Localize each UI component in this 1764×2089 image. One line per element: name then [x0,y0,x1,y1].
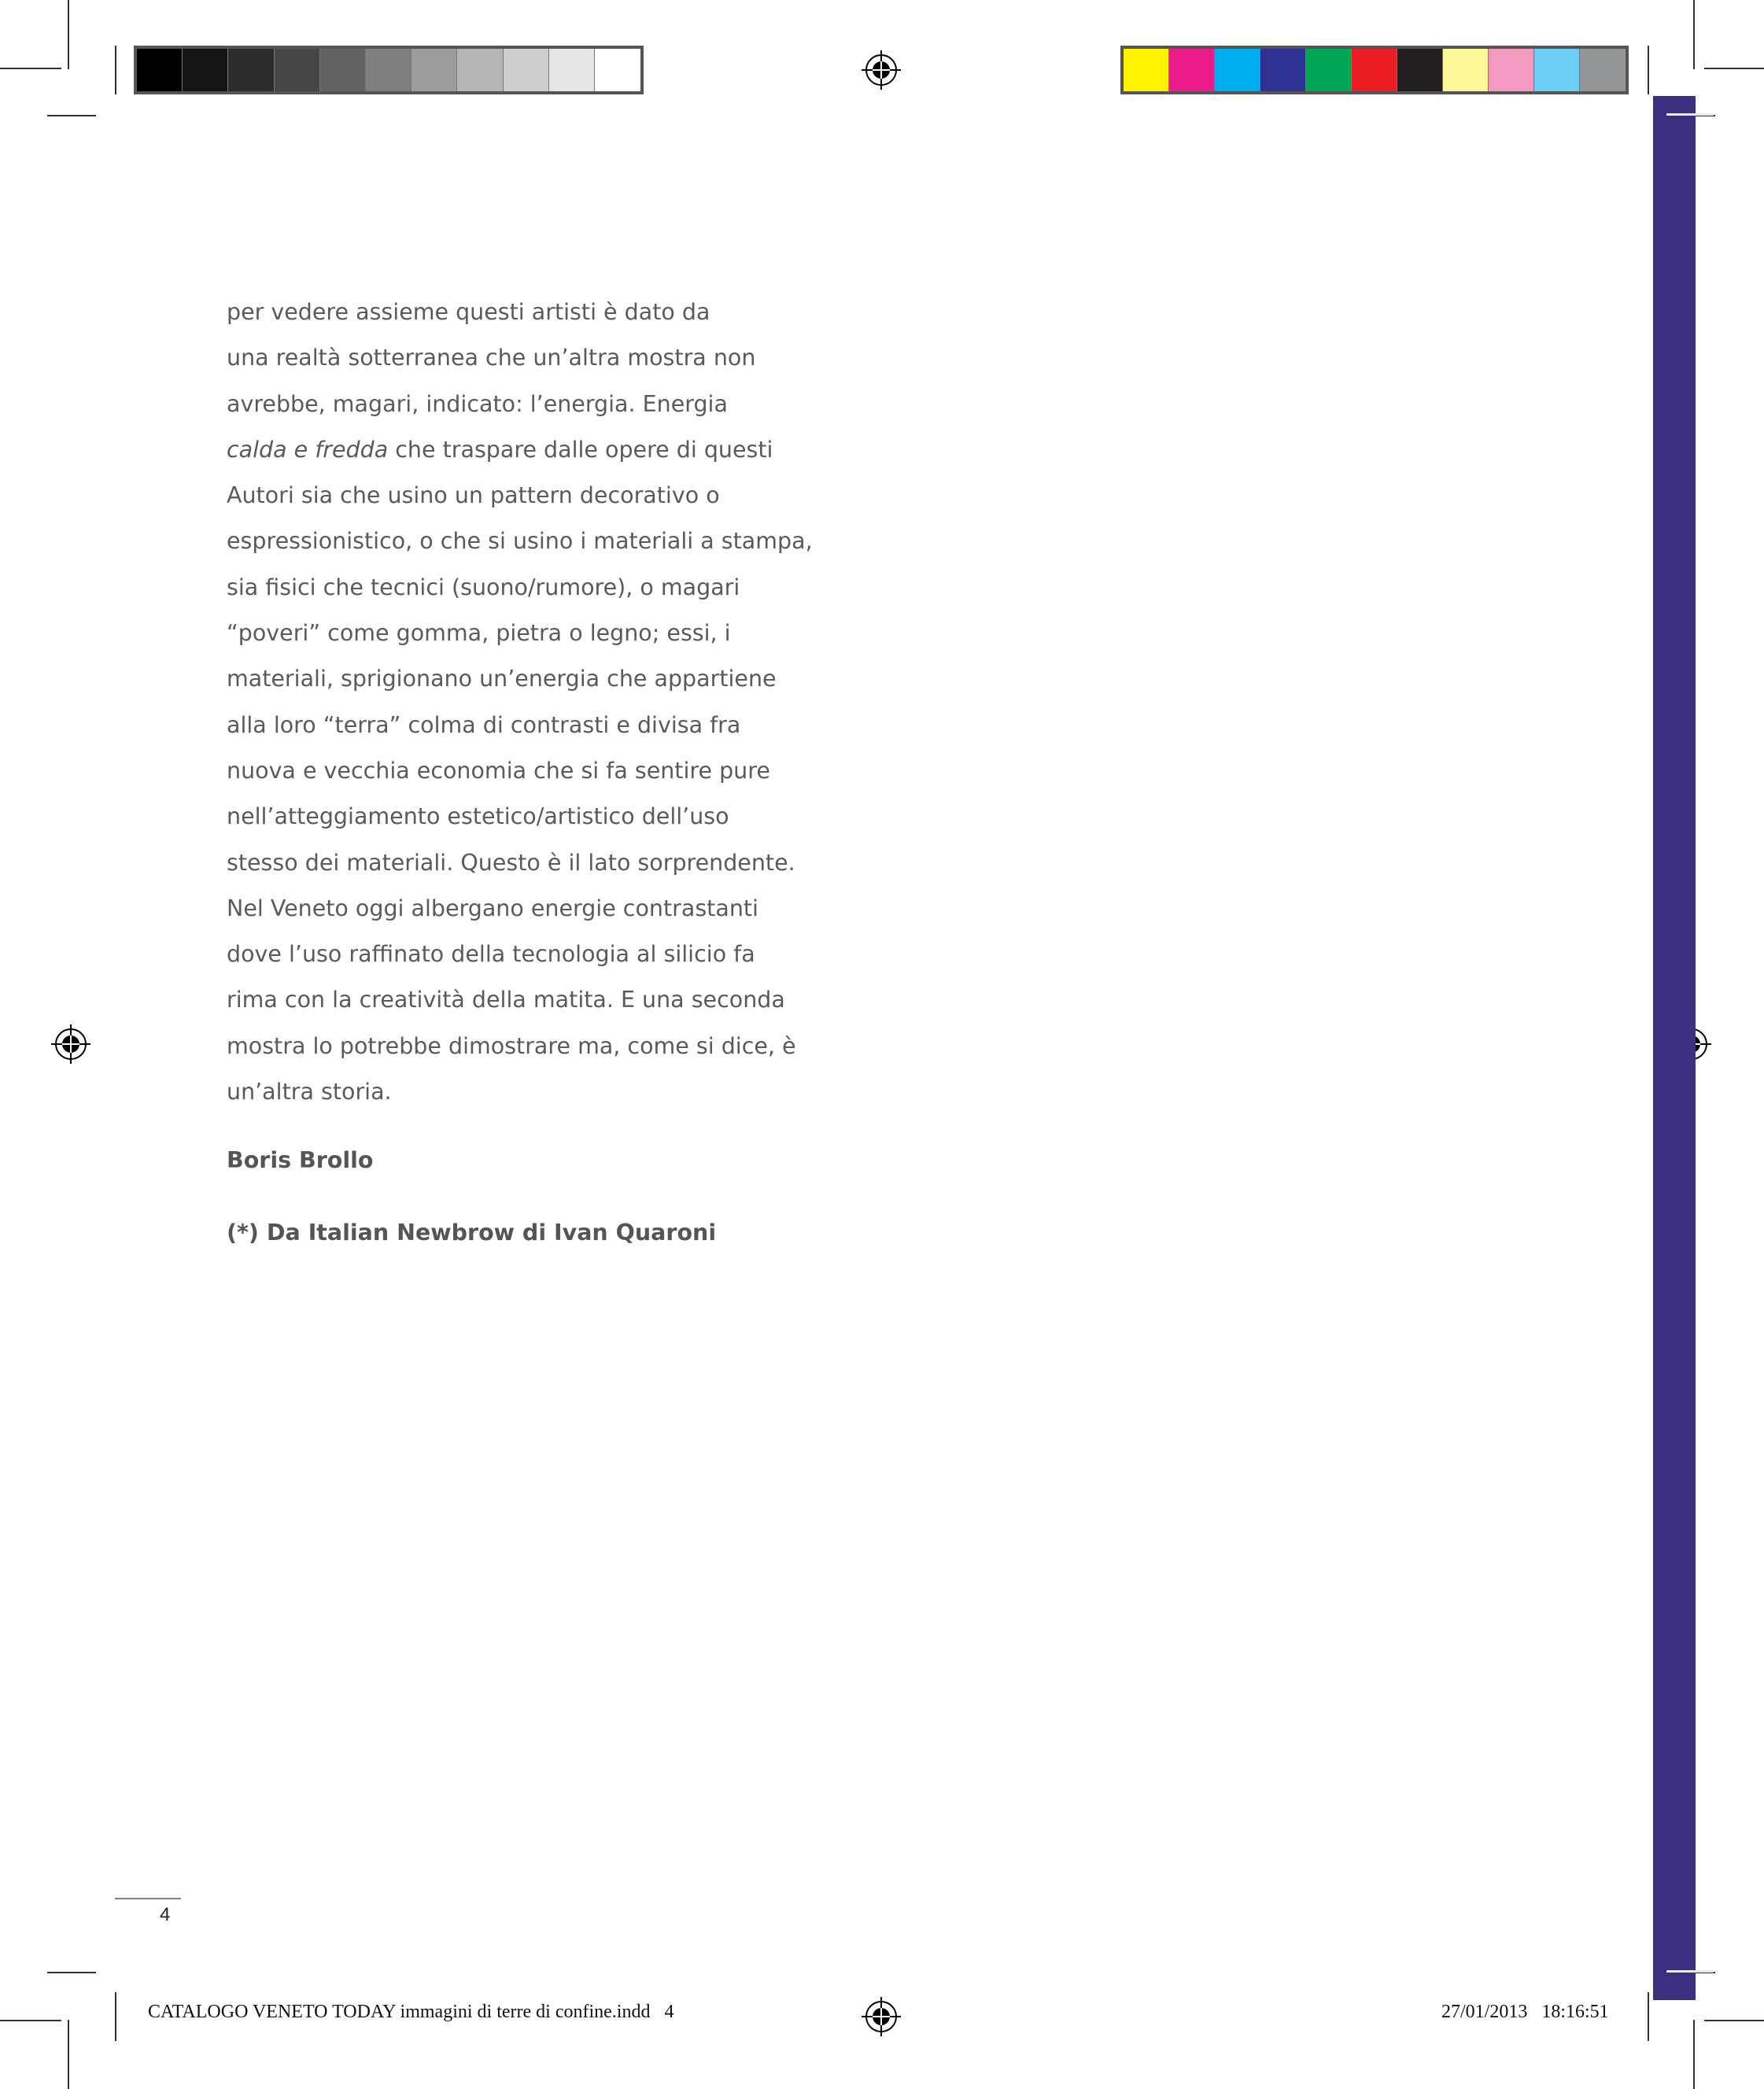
body-line: “poveri” come gomma, pietra o legno; essi, i [227,620,731,647]
grayscale-color-bar [134,46,644,94]
body-line-rest: che traspare dalle opere di questi [388,436,773,463]
body-line: un’altra storia. [227,1079,392,1105]
body-line: avrebbe, magari, indicato: l’energia. Energia [227,390,728,417]
color-swatch [1443,49,1489,91]
footnote: (*) Da Italian Newbrow di Ivan Quaroni [227,1220,717,1246]
color-swatch [1489,49,1534,91]
color-swatch [1534,49,1580,91]
color-swatch [275,49,320,91]
crop-mark [1648,46,1649,94]
color-swatch [411,49,457,91]
color-swatch [1260,49,1306,91]
crop-mark [1704,68,1764,69]
body-line: Autori sia che usino un pattern decorativo o [227,482,720,509]
color-swatch [1215,49,1260,91]
crop-mark [68,0,69,69]
slug-timestamp: 27/01/2013 18:16:51 [1441,2002,1609,2022]
body-line: espressionistico, o che si usino i materiali a stampa, [227,528,813,555]
color-swatch [228,49,274,91]
body-line: rima con la creatività della matita. E una seconda [227,987,785,1013]
body-line: stesso dei materiali. Questo è il lato sorprendente. [227,849,795,876]
crop-mark [115,1992,116,2041]
author-signature: Boris Brollo [227,1147,374,1173]
crop-mark [115,46,116,94]
color-swatch [457,49,503,91]
crop-mark [1648,1992,1649,2041]
color-swatch [504,49,549,91]
crop-mark [1693,2020,1695,2089]
body-line: alla loro “terra” colma di contrasti e divisa fra [227,711,741,738]
crop-mark [0,68,61,69]
crop-mark [1704,2020,1764,2021]
crop-mark [47,115,96,116]
accent-side-band [1653,96,1696,2000]
registration-mark-icon [50,1023,92,1065]
color-swatch [1124,49,1169,91]
body-line: Nel Veneto oggi albergano energie contrastanti [227,895,758,921]
body-line [227,427,825,473]
color-swatch [137,49,183,91]
body-line: materiali, sprigionano un’energia che appartiene [227,666,777,692]
color-swatch [1306,49,1352,91]
slug-file-name: CATALOGO VENETO TODAY immagini di terre di confine.indd 4 [148,2002,674,2022]
body-line: una realtà sotterranea che un’altra mostra non [227,345,756,371]
body-line: sia fisici che tecnici (suono/rumore), o magari [227,574,740,600]
color-swatch [183,49,228,91]
color-swatch [549,49,595,91]
crop-mark [68,2020,69,2089]
body-text [227,290,825,1115]
process-color-bar [1120,46,1629,94]
color-swatch [1169,49,1215,91]
band-tick-mark [1666,113,1714,116]
crop-mark [0,2020,61,2021]
color-swatch [320,49,366,91]
color-swatch [1352,49,1397,91]
registration-mark-icon [860,49,902,91]
crop-mark [47,1972,96,1973]
color-swatch [1397,49,1443,91]
body-line: dove l’uso raffinato della tecnologia al silicio fa [227,941,755,968]
body-line: per vedere assieme questi artisti è dato da [227,299,710,325]
color-swatch [366,49,411,91]
body-line: nell’atteggiamento estetico/artistico dell’uso [227,803,729,830]
band-tick-mark [1666,1970,1714,1973]
page-number: 4 [160,1904,171,1925]
italic-phrase: calda e fredda [227,436,389,463]
crop-mark [1693,0,1695,69]
color-swatch [595,49,640,91]
registration-mark-icon [860,1995,902,2038]
color-swatch [1580,49,1626,91]
body-line: nuova e vecchia economia che si fa sentire pure [227,757,770,784]
body-line: mostra lo potrebbe dimostrare ma, come si dice, è [227,1032,796,1059]
page-number-rule [115,1898,181,1899]
